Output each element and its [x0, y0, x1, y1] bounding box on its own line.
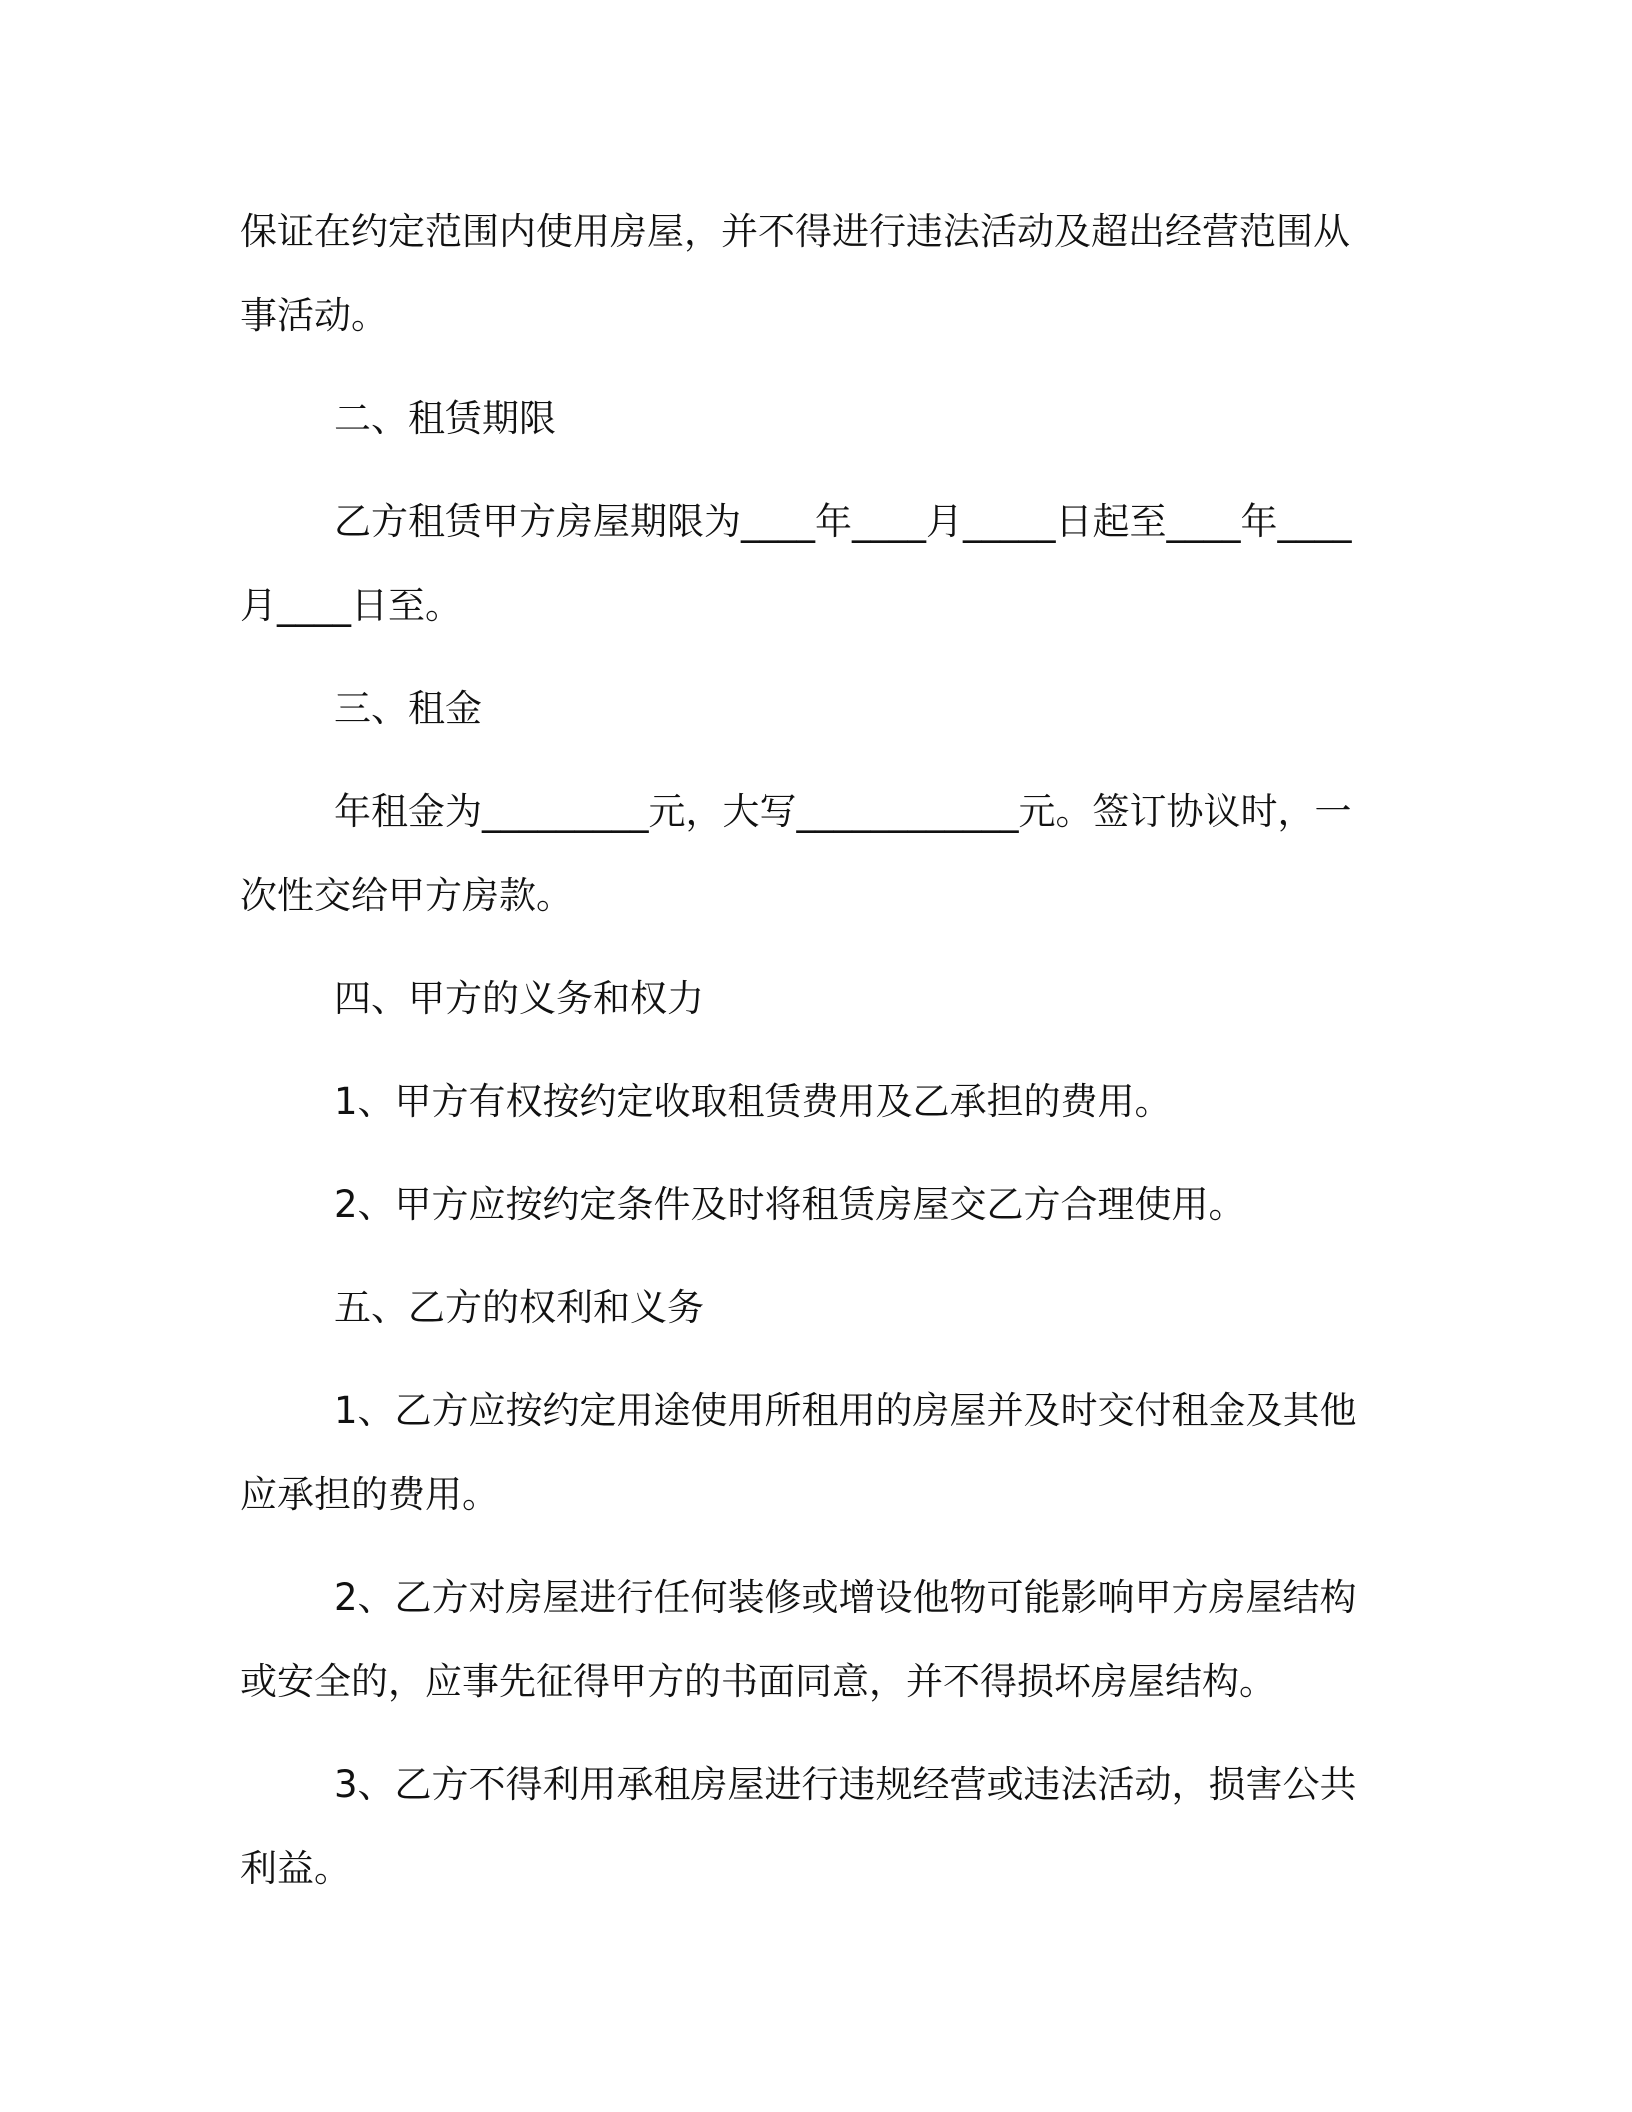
paragraph-lease-term: 乙方租赁甲方房屋期限为____年____月_____日起至____年____月____日至。	[240, 500, 1352, 627]
paragraph-party-a-item-2: 2、甲方应按约定条件及时将租赁房屋交乙方合理使用。	[334, 1183, 1246, 1226]
heading-lease-term: 二、租赁期限	[334, 397, 556, 440]
paragraph-party-b-item-1: 1、乙方应按约定用途使用所租用的房屋并及时交付租金及其他应承担的费用。	[240, 1389, 1357, 1516]
paragraph-rent: 年租金为_________元，大写____________元。签订协议时，一次性交给甲方房款。	[240, 790, 1352, 917]
paragraph-party-b-item-3: 3、乙方不得利用承租房屋进行违规经营或违法活动，损害公共利益。	[240, 1763, 1357, 1890]
paragraph-usage-scope: 保证在约定范围内使用房屋，并不得进行违法活动及超出经营范围从事活动。	[240, 210, 1350, 337]
document-body	[240, 190, 1370, 1930]
paragraph-party-a-item-1: 1、甲方有权按约定收取租赁费用及乙承担的费用。	[334, 1080, 1172, 1123]
heading-party-a-duties: 四、甲方的义务和权力	[334, 977, 704, 1020]
paragraph-party-b-item-2: 2、乙方对房屋进行任何装修或增设他物可能影响甲方房屋结构或安全的，应事先征得甲方的书面同意，并不得损坏房屋结构。	[240, 1576, 1357, 1703]
heading-party-b-rights: 五、乙方的权利和义务	[334, 1286, 704, 1329]
heading-rent: 三、租金	[334, 687, 482, 730]
